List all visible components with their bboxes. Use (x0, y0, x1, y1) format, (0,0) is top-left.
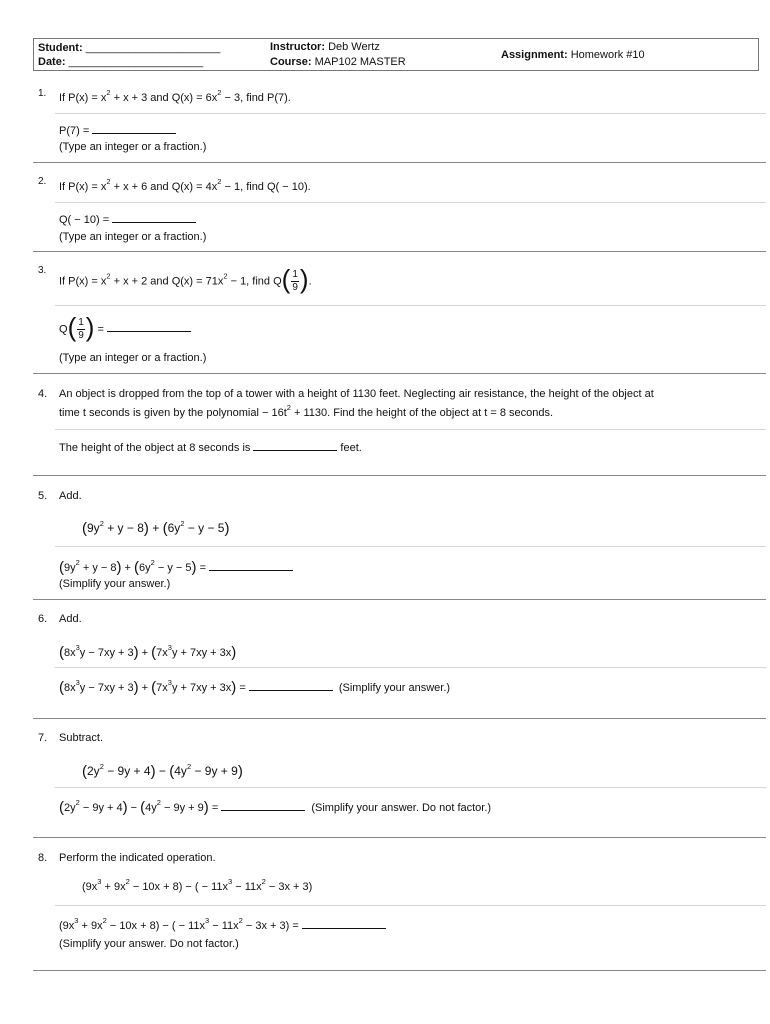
answer-input[interactable] (112, 212, 196, 223)
question-separator (33, 599, 766, 600)
divider (55, 905, 766, 906)
course-value: MAP102 MASTER (314, 56, 406, 68)
expression: $(9y^2 + y - 8) + (6y^2 - y - 5)$ (82, 519, 230, 537)
answer-hint: (Type an integer or a fraction.) (59, 141, 207, 153)
answer-input[interactable] (302, 918, 386, 929)
expression: $(9x^3 + 9x^2 - 10x + 8)$ − ( − $11x^3 - 11x^2 - 3x + 3$) (82, 877, 313, 893)
answer-input[interactable] (92, 123, 176, 134)
assignment-field (501, 49, 645, 61)
answer-input[interactable] (107, 321, 191, 332)
divider (55, 787, 766, 788)
question-instruction: Subtract. (59, 732, 104, 744)
date-label: Date: (38, 56, 66, 68)
question-separator (33, 373, 766, 374)
answer-row: Q( $\frac{1}{9}$ ) = (59, 314, 194, 345)
answer-row: $(9x^3 + 9x^2 - 10x + 8)$ − ( − $11x^3 - 11x^2 - 3x + 3$) = (59, 918, 389, 932)
answer-input[interactable] (249, 680, 333, 691)
question-instruction: Add. (59, 490, 82, 502)
question-prompt: If $P(x) = x^2 + x + 3$ and $Q(x) = 6x^2 - 3$, find P(7). (59, 88, 291, 104)
answer-hint: (Type an integer or a fraction.) (59, 352, 207, 364)
question-number: 2. (38, 176, 47, 187)
answer-row: The height of the object at 8 seconds is feet. (59, 442, 362, 454)
divider (55, 429, 766, 430)
divider (55, 113, 766, 114)
answer-row (59, 123, 179, 137)
answer-row: $(8x^3y - 7xy + 3) + (7x^3y + 7xy + 3x)$ = (Simplify your answer.) (59, 678, 451, 696)
answer-row: $(2y^2 - 9y + 4) - (4y^2 - 9y + 9)$ = (Simplify your answer. Do not factor.) (59, 798, 492, 816)
answer-label: P(7) = (59, 125, 90, 137)
divider (55, 305, 766, 306)
student-label: Student: (38, 42, 83, 54)
question-separator (33, 251, 766, 252)
answer-hint: (Simplify your answer.) (59, 578, 171, 590)
answer-input[interactable] (221, 800, 305, 811)
question-separator (33, 837, 766, 838)
instructor-field (270, 41, 380, 53)
expression: $(2y^2 - 9y + 4) - (4y^2 - 9y + 9)$ (82, 762, 243, 780)
assignment-label: Assignment: (501, 49, 568, 61)
answer-hint: (Simplify your answer.) (338, 682, 451, 694)
divider (55, 546, 766, 547)
answer-hint: (Type an integer or a fraction.) (59, 231, 207, 243)
student-field (38, 42, 220, 54)
student-blank[interactable]: ______________________ (85, 42, 221, 54)
question-separator (33, 162, 766, 163)
instructor-label: Instructor: (270, 41, 325, 53)
question-number: 7. (38, 732, 48, 744)
question-number: 1. (38, 88, 47, 99)
divider (55, 202, 766, 203)
date-blank[interactable]: ______________________ (68, 56, 204, 68)
question-instruction: Add. (59, 613, 82, 625)
question-number: 6. (38, 613, 48, 625)
question-separator (33, 718, 766, 719)
question-separator (33, 970, 766, 971)
question-number: 5. (38, 490, 48, 502)
question-prompt-line1: An object is dropped from the top of a tower with a height of 1130 feet. Neglecting air resistance, the height of the object at (59, 388, 654, 400)
question-number: 3. (38, 265, 47, 276)
assignment-value: Homework #10 (570, 49, 645, 61)
answer-label: Q( − 10) = (59, 214, 110, 226)
answer-row (59, 212, 199, 226)
date-field (38, 56, 203, 68)
question-instruction: Perform the indicated operation. (59, 852, 216, 864)
answer-input[interactable] (253, 440, 337, 451)
divider (55, 667, 766, 668)
question-number: 4. (38, 388, 48, 400)
question-separator (33, 475, 766, 476)
course-label: Course: (270, 56, 312, 68)
expression: $(8x^3y - 7xy + 3) + (7x^3y + 7xy + 3x)$ (59, 643, 237, 661)
answer-row: $(9y^2 + y - 8) + (6y^2 - y - 5)$ = (59, 558, 296, 575)
question-number: 8. (38, 852, 48, 864)
course-field (270, 56, 406, 68)
instructor-value: Deb Wertz (328, 41, 380, 53)
question-prompt-line2: time t seconds is given by the polynomial − $16t^2 + 1130$. Find the height of the object at t = 8 seconds. (59, 403, 554, 419)
answer-hint: (Simplify your answer. Do not factor.) (311, 802, 492, 814)
answer-hint: (Simplify your answer. Do not factor.) (59, 938, 239, 950)
question-prompt: If $P(x) = x^2 + x + 6$ and $Q(x) = 4x^2 - 1$, find Q( − 10). (59, 177, 311, 193)
question-prompt: If $P(x) = x^2 + x + 2$ and $Q(x) = 71x^2 - 1$, find Q( $\frac{1}{9}$ ). (59, 264, 312, 294)
answer-input[interactable] (209, 560, 293, 571)
